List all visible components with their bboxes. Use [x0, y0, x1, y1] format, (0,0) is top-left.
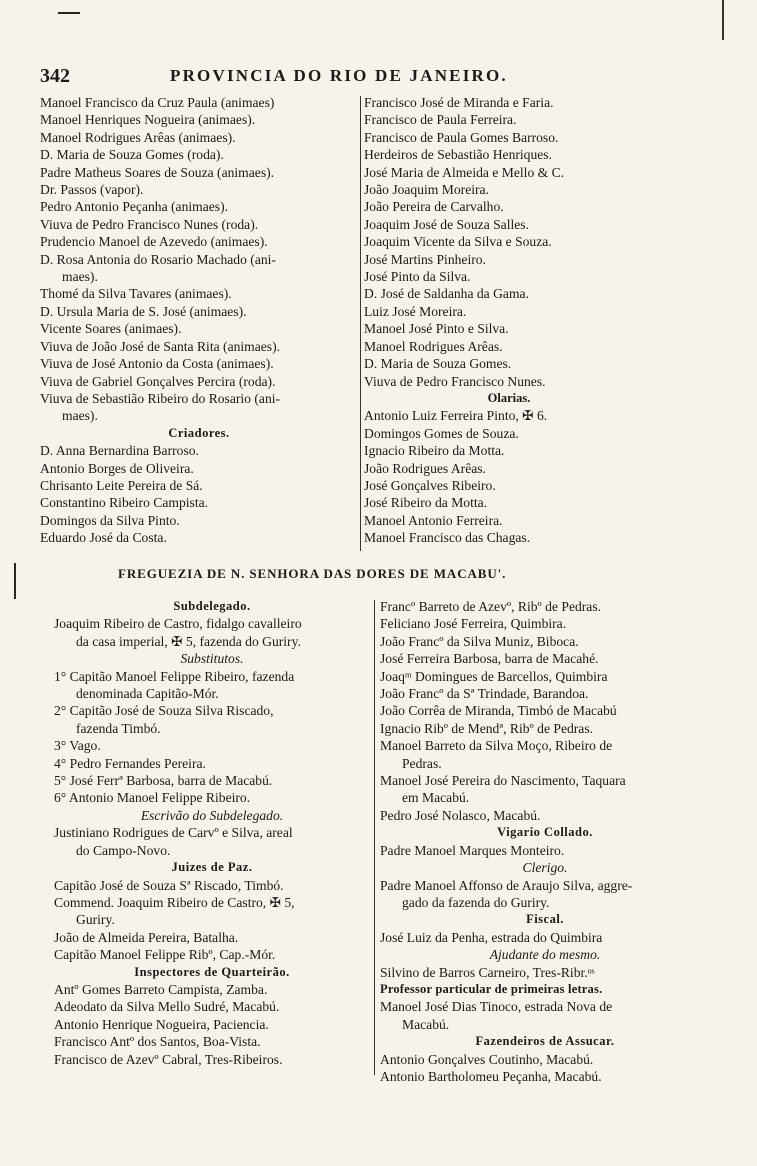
section-title: FREGUEZIA DE N. SENHORA DAS DORES DE MACABU'.: [118, 566, 507, 581]
entry-line: Chrisanto Leite Pereira de Sá.: [40, 477, 203, 493]
entry-line: Manoel José Pinto e Silva.: [364, 321, 509, 337]
entry-line: Joaqᵐ Domingues de Barcellos, Quimbira: [380, 668, 608, 684]
entry-line: Manoel Francisco das Chagas.: [364, 530, 531, 546]
subheading: Ajudante do mesmo.: [489, 947, 601, 963]
entry-line: Francisco de Paula Gomes Barroso.: [364, 129, 559, 145]
entry-line: Viuva de Gabriel Gonçalves Percira (roda).: [40, 373, 276, 389]
entry-line: Ignacio Ribeiro da Motta.: [364, 443, 505, 459]
entry-line: Viuva de Pedro Francisco Nunes.: [364, 373, 546, 389]
entry-line: Ignacio Ribº de Mendª, Ribº de Pedras.: [380, 720, 594, 736]
entry-line: Antonio Luiz Ferreira Pinto, ✠ 6.: [364, 408, 548, 424]
entry-line: maes).: [62, 269, 98, 285]
entry-line: Capitão José de Souza Sª Riscado, Timbó.: [54, 877, 284, 893]
entry-line: Antº Gomes Barreto Campista, Zamba.: [54, 981, 268, 997]
entry-line: João Pereira de Carvalho.: [364, 199, 504, 215]
entry-line: Viuva de João José de Santa Rita (animaes).: [40, 338, 281, 354]
entry-line: Manoel Henriques Nogueira (animaes).: [40, 112, 256, 128]
bottom-right-column: [380, 598, 710, 1085]
entry-line: Manoel Francisco da Cruz Paula (animaes): [40, 95, 275, 110]
top-left-column: [40, 94, 358, 547]
running-title: PROVINCIA DO RIO DE JANEIRO.: [170, 66, 508, 85]
entry-line: Manoel Barreto da Silva Moço, Ribeiro de: [380, 738, 613, 754]
entry-line: Pedras.: [402, 755, 442, 771]
entry-line: João Rodrigues Arêas.: [364, 460, 486, 476]
entry-line: Padre Manoel Affonso de Araujo Silva, aggre-: [380, 877, 633, 893]
entry-line: D. Maria de Souza Gomes (roda).: [40, 147, 224, 163]
entry-line: Francisco Antº dos Santos, Boa-Vista.: [54, 1034, 261, 1050]
entry-line: 3° Vago.: [54, 738, 101, 754]
entry-line: José Luiz da Penha, estrada do Quimbira: [380, 929, 603, 945]
entry-line: Capitão Manoel Felippe Ribº, Cap.-Mór.: [54, 947, 276, 963]
entry-line: Joaquim Ribeiro de Castro, fidalgo cavalleiro: [54, 616, 302, 632]
subheading: Fiscal.: [526, 912, 564, 927]
entry-line: Commend. Joaquim Ribeiro de Castro, ✠ 5,: [54, 894, 295, 910]
entry-line: Justiniano Rodrigues de Carvº e Silva, areal: [54, 825, 293, 841]
top-right-column: [364, 94, 654, 547]
entry-line: D. Ursula Maria de S. José (animaes).: [40, 303, 247, 319]
entry-line: Domingos Gomes de Souza.: [364, 425, 519, 441]
entry-line: José Martins Pinheiro.: [364, 251, 486, 267]
subheading: Vigario Collado.: [497, 825, 593, 840]
subheading: Subdelegado.: [173, 599, 251, 613]
entry-line: José Maria de Almeida e Mello & C.: [364, 164, 565, 180]
entry-line: Eduardo José da Costa.: [40, 530, 167, 546]
entry-line: José Pinto da Silva.: [364, 269, 471, 285]
entry-line: Constantino Ribeiro Campista.: [40, 495, 209, 511]
entry-line: maes).: [62, 408, 98, 424]
entry-line: José Gonçalves Ribeiro.: [364, 477, 496, 493]
entry-line: Manoel Rodrigues Arêas (animaes).: [40, 129, 236, 145]
entry-line: Padre Matheus Soares de Souza (animaes).: [40, 164, 275, 180]
entry-line: D. Rosa Antonia do Rosario Machado (ani-: [40, 251, 276, 267]
entry-line: gado da fazenda do Guriry.: [402, 894, 550, 910]
entry-line: Joaquim José de Souza Salles.: [364, 216, 529, 232]
criadores-heading: Criadores.: [168, 425, 230, 440]
entry-line: Prudencio Manoel de Azevedo (animaes).: [40, 234, 268, 250]
entry-line: João de Almeida Pereira, Batalha.: [54, 929, 239, 945]
entry-line: João Francº da Silva Muniz, Biboca.: [380, 633, 579, 649]
entry-line: do Campo-Novo.: [76, 842, 171, 858]
entry-line: Viuva de Sebastião Ribeiro do Rosario (ani-: [40, 390, 281, 406]
entry-line: Vicente Soares (animaes).: [40, 321, 182, 337]
entry-line: Viuva de Pedro Francisco Nunes (roda).: [40, 216, 259, 232]
entry-line: 4° Pedro Fernandes Pereira.: [54, 755, 206, 771]
entry-line: Manoel José Dias Tinoco, estrada Nova de: [380, 999, 613, 1015]
olarias-heading: Olarias.: [487, 390, 531, 405]
entry-line: fazenda Timbó.: [76, 720, 161, 736]
subheading: Professor particular de primeiras letras.: [380, 981, 603, 996]
print-mark: [58, 12, 80, 14]
entry-line: 2° Capitão José de Souza Silva Riscado,: [54, 703, 274, 719]
entry-line: D. Maria de Souza Gomes.: [364, 356, 512, 372]
entry-line: Pedro José Nolasco, Macabú.: [380, 807, 541, 823]
entry-line: Joaquim Vicente da Silva e Souza.: [364, 234, 552, 250]
subheading: Juizes de Paz.: [171, 860, 253, 875]
entry-line: Dr. Passos (vapor).: [40, 182, 144, 198]
entry-line: Adeodato da Silva Mello Sudré, Macabú.: [54, 999, 280, 1015]
entry-line: Viuva de José Antonio da Costa (animaes).: [40, 356, 274, 372]
running-header: [40, 64, 560, 88]
entry-line: Francisco de Azevº Cabral, Tres-Ribeiros.: [54, 1051, 283, 1067]
entry-line: D. José de Saldanha da Gama.: [364, 286, 529, 302]
print-mark: [722, 0, 724, 40]
entry-line: 5° José Ferrª Barbosa, barra de Macabú.: [54, 773, 273, 789]
entry-line: Padre Manoel Marques Monteiro.: [380, 842, 565, 858]
entry-line: Silvino de Barros Carneiro, Tres-Ribr.ᵒˢ: [380, 964, 595, 980]
entry-line: Francisco José de Miranda e Faria.: [364, 95, 554, 110]
print-mark: [14, 563, 16, 599]
entry-line: 1° Capitão Manoel Felippe Ribeiro, fazenda: [54, 668, 295, 684]
entry-line: Manoel Antonio Ferreira.: [364, 512, 503, 528]
column-rule: [374, 600, 375, 1075]
subheading: Fazendeiros de Assucar.: [475, 1034, 615, 1049]
entry-line: Pedro Antonio Peçanha (animaes).: [40, 199, 228, 215]
subheading: Inspectores de Quarteirão.: [134, 964, 290, 979]
entry-line: Antonio Borges de Oliveira.: [40, 460, 194, 476]
entry-line: Antonio Bartholomeu Peçanha, Macabú.: [380, 1068, 602, 1084]
entry-line: Francisco de Paula Ferreira.: [364, 112, 517, 128]
entry-line: Thomé da Silva Tavares (animaes).: [40, 286, 232, 302]
entry-line: José Ferreira Barbosa, barra de Macahé.: [380, 651, 599, 667]
entry-line: Feliciano José Ferreira, Quimbira.: [380, 616, 567, 632]
entry-line: Domingos da Silva Pinto.: [40, 512, 180, 528]
entry-line: denominada Capitão-Mór.: [76, 686, 219, 702]
entry-line: Antonio Henrique Nogueira, Paciencia.: [54, 1016, 269, 1032]
entry-line: José Ribeiro da Motta.: [364, 495, 488, 511]
entry-line: da casa imperial, ✠ 5, fazenda do Guriry.: [76, 633, 301, 649]
subheading: Escrivão do Subdelegado.: [140, 807, 284, 823]
entry-line: em Macabú.: [402, 790, 470, 806]
subheading: Clerigo.: [522, 860, 568, 876]
entry-line: Manoel Rodrigues Arêas.: [364, 338, 503, 354]
entry-line: Herdeiros de Sebastião Henriques.: [364, 147, 552, 163]
entry-line: Manoel José Pereira do Nascimento, Taquara: [380, 773, 626, 789]
entry-line: Antonio Gonçalves Coutinho, Macabú.: [380, 1051, 594, 1067]
entry-line: D. Anna Bernardina Barroso.: [40, 443, 199, 459]
entry-line: 6° Antonio Manoel Felippe Ribeiro.: [54, 790, 251, 806]
column-rule: [360, 96, 361, 551]
entry-line: João Joaquim Moreira.: [364, 182, 489, 198]
page-number: 342: [40, 65, 70, 87]
entry-line: Francº Barreto de Azevº, Ribº de Pedras.: [380, 599, 602, 614]
entry-line: João Francº da Sª Trindade, Barandoa.: [380, 686, 589, 702]
bottom-left-column: [54, 598, 370, 1068]
subheading: Substitutos.: [180, 651, 244, 667]
entry-line: Macabú.: [402, 1016, 450, 1032]
entry-line: Luiz José Moreira.: [364, 303, 467, 319]
entry-line: João Corrêa de Miranda, Timbó de Macabú: [380, 703, 617, 719]
entry-line: Guriry.: [76, 912, 115, 928]
